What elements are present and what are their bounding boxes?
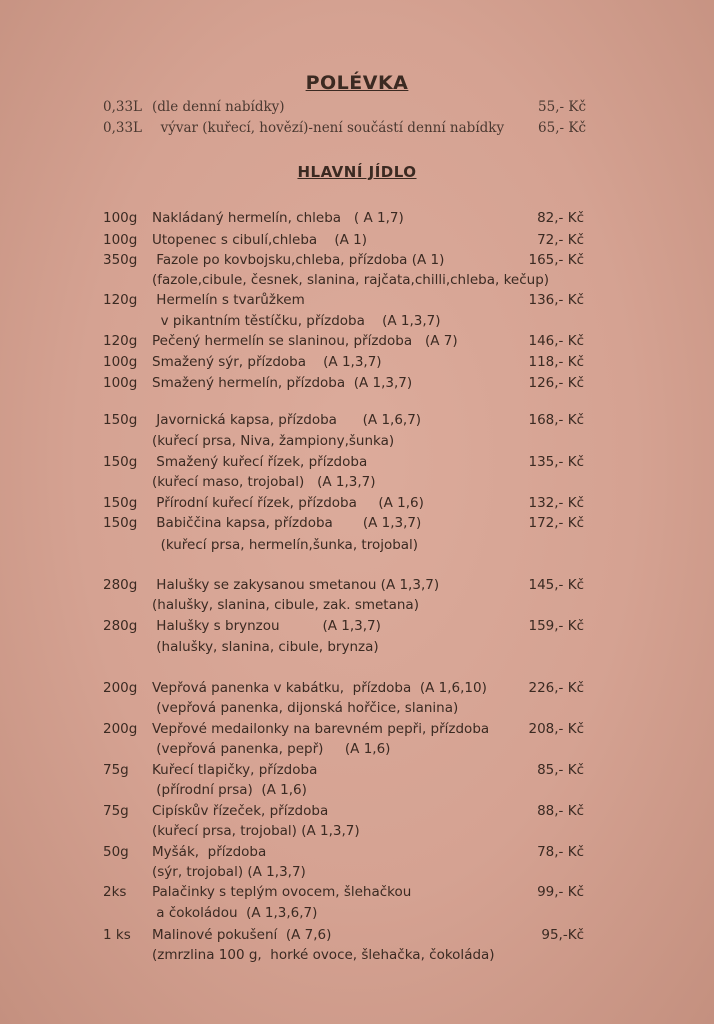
item-name: (kuřecí prsa, trojobal) (A 1,3,7) bbox=[152, 823, 360, 839]
item-price: 118,- Kč bbox=[528, 354, 584, 370]
item-name: (vepřová panenka, pepř) (A 1,6) bbox=[152, 741, 391, 757]
item-weight: 75g bbox=[103, 762, 129, 778]
menu-line bbox=[0, 373, 714, 393]
menu-line bbox=[0, 903, 714, 923]
item-name: vývar (kuřecí, hovězí)-není součástí denní nabídky bbox=[152, 120, 505, 136]
item-weight: 280g bbox=[103, 618, 138, 634]
item-weight: 50g bbox=[103, 844, 129, 860]
item-name: v pikantním těstíčku, přízdoba (A 1,3,7) bbox=[152, 313, 441, 329]
item-name: Utopenec s cibulí,chleba (A 1) bbox=[152, 232, 367, 248]
item-price: 168,- Kč bbox=[528, 412, 584, 428]
item-name: Smažený sýr, přízdoba (A 1,3,7) bbox=[152, 354, 382, 370]
menu-line bbox=[0, 821, 714, 841]
menu-line bbox=[0, 513, 714, 533]
menu-line bbox=[0, 575, 714, 595]
item-weight: 280g bbox=[103, 577, 138, 593]
item-name: Smažený hermelín, přízdoba (A 1,3,7) bbox=[152, 375, 413, 391]
item-name: Malinové pokušení (A 7,6) bbox=[152, 927, 332, 943]
item-name: (přírodní prsa) (A 1,6) bbox=[152, 782, 307, 798]
item-weight: 150g bbox=[103, 454, 138, 470]
menu-line bbox=[0, 311, 714, 331]
item-name: Vepřové medailonky na barevném pepři, přízdoba bbox=[152, 721, 490, 737]
item-price: 165,- Kč bbox=[528, 252, 584, 268]
item-name: Fazole po kovbojsku,chleba, přízdoba (A 1) bbox=[152, 252, 445, 268]
item-price: 226,- Kč bbox=[528, 680, 584, 696]
menu-line bbox=[0, 290, 714, 310]
menu-line bbox=[0, 97, 714, 117]
item-name: Přírodní kuřecí řízek, přízdoba (A 1,6) bbox=[152, 495, 424, 511]
item-weight: 100g bbox=[103, 354, 138, 370]
item-price: 145,- Kč bbox=[528, 577, 584, 593]
section-title-soup: POLÉVKA bbox=[305, 72, 409, 94]
item-name: Myšák, přízdoba bbox=[152, 844, 267, 860]
item-price: 126,- Kč bbox=[528, 375, 584, 391]
item-name: Hermelín s tvarůžkem bbox=[152, 292, 305, 308]
item-name: Cipískův řízeček, přízdoba bbox=[152, 803, 329, 819]
item-name: (zmrzlina 100 g, horké ovoce, šlehačka, čokoláda) bbox=[152, 947, 495, 963]
menu-line bbox=[0, 637, 714, 657]
menu-line bbox=[0, 945, 714, 965]
item-weight: 2ks bbox=[103, 884, 127, 900]
item-name: Smažený kuřecí řízek, přízdoba bbox=[152, 454, 368, 470]
item-price: 85,- Kč bbox=[537, 762, 584, 778]
item-price: 72,- Kč bbox=[537, 232, 584, 248]
menu-line bbox=[0, 739, 714, 759]
menu-line bbox=[0, 616, 714, 636]
item-weight: 120g bbox=[103, 333, 138, 349]
item-name: Kuřecí tlapičky, přízdoba bbox=[152, 762, 318, 778]
item-name: Halušky se zakysanou smetanou (A 1,3,7) bbox=[152, 577, 440, 593]
item-price: 159,- Kč bbox=[528, 618, 584, 634]
item-name: (halušky, slanina, cibule, zak. smetana) bbox=[152, 597, 419, 613]
menu-line bbox=[0, 452, 714, 472]
menu-line bbox=[0, 801, 714, 821]
menu-line bbox=[0, 493, 714, 513]
item-name: (kuřecí maso, trojobal) (A 1,3,7) bbox=[152, 474, 376, 490]
menu-line bbox=[0, 230, 714, 250]
item-name: Babiččina kapsa, přízdoba (A 1,3,7) bbox=[152, 515, 422, 531]
item-weight: 100g bbox=[103, 210, 138, 226]
item-weight: 0,33L bbox=[103, 120, 143, 136]
menu-line bbox=[0, 595, 714, 615]
item-name: Vepřová panenka v kabátku, přízdoba (A 1,6,10) bbox=[152, 680, 487, 696]
item-weight: 350g bbox=[103, 252, 138, 268]
item-weight: 0,33L bbox=[103, 99, 143, 115]
item-price: 55,- Kč bbox=[538, 99, 586, 115]
item-name: Palačinky s teplým ovocem, šlehačkou bbox=[152, 884, 412, 900]
item-name: (vepřová panenka, dijonská hořčice, slanina) bbox=[152, 700, 459, 716]
menu-line bbox=[0, 208, 714, 228]
item-weight: 1 ks bbox=[103, 927, 131, 943]
item-price: 65,- Kč bbox=[538, 120, 586, 136]
item-weight: 200g bbox=[103, 680, 138, 696]
item-name: Javornická kapsa, přízdoba (A 1,6,7) bbox=[152, 412, 422, 428]
item-name: (kuřecí prsa, hermelín,šunka, trojobal) bbox=[152, 537, 419, 553]
menu-line bbox=[0, 270, 714, 290]
menu-line bbox=[0, 431, 714, 451]
item-price: 88,- Kč bbox=[537, 803, 584, 819]
item-price: 172,- Kč bbox=[528, 515, 584, 531]
item-name: Halušky s brynzou (A 1,3,7) bbox=[152, 618, 381, 634]
item-price: 82,- Kč bbox=[537, 210, 584, 226]
menu-line bbox=[0, 410, 714, 430]
section-title-main-dishes: HLAVNÍ JÍDLO bbox=[297, 163, 417, 181]
menu-line bbox=[0, 331, 714, 351]
item-name: (fazole,cibule, česnek, slanina, rajčata,chilli,chleba, kečup) bbox=[152, 272, 550, 288]
item-name: (halušky, slanina, cibule, brynza) bbox=[152, 639, 379, 655]
menu-line bbox=[0, 118, 714, 138]
item-weight: 150g bbox=[103, 495, 138, 511]
item-price: 99,- Kč bbox=[537, 884, 584, 900]
menu-line bbox=[0, 678, 714, 698]
item-price: 78,- Kč bbox=[537, 844, 584, 860]
item-weight: 200g bbox=[103, 721, 138, 737]
menu-line bbox=[0, 698, 714, 718]
menu-line bbox=[0, 352, 714, 372]
menu-line bbox=[0, 535, 714, 555]
menu-line bbox=[0, 842, 714, 862]
item-weight: 75g bbox=[103, 803, 129, 819]
menu-line bbox=[0, 472, 714, 492]
item-price: 135,- Kč bbox=[528, 454, 584, 470]
menu-line bbox=[0, 925, 714, 945]
item-name: Pečený hermelín se slaninou, přízdoba (A 7) bbox=[152, 333, 458, 349]
item-price: 146,- Kč bbox=[528, 333, 584, 349]
item-weight: 100g bbox=[103, 375, 138, 391]
item-name: (sýr, trojobal) (A 1,3,7) bbox=[152, 864, 306, 880]
item-weight: 120g bbox=[103, 292, 138, 308]
item-name: Nakládaný hermelín, chleba ( A 1,7) bbox=[152, 210, 404, 226]
item-price: 136,- Kč bbox=[528, 292, 584, 308]
item-weight: 150g bbox=[103, 515, 138, 531]
item-price: 95,-Kč bbox=[541, 927, 584, 943]
item-name: (dle denní nabídky) bbox=[152, 99, 285, 115]
item-name: a čokoládou (A 1,3,6,7) bbox=[152, 905, 318, 921]
menu-line bbox=[0, 780, 714, 800]
item-name: (kuřecí prsa, Niva, žampiony,šunka) bbox=[152, 433, 395, 449]
item-price: 208,- Kč bbox=[528, 721, 584, 737]
menu-line bbox=[0, 250, 714, 270]
item-weight: 150g bbox=[103, 412, 138, 428]
menu-line bbox=[0, 719, 714, 739]
menu-line bbox=[0, 760, 714, 780]
item-weight: 100g bbox=[103, 232, 138, 248]
menu-line bbox=[0, 862, 714, 882]
menu-line bbox=[0, 882, 714, 902]
item-price: 132,- Kč bbox=[528, 495, 584, 511]
